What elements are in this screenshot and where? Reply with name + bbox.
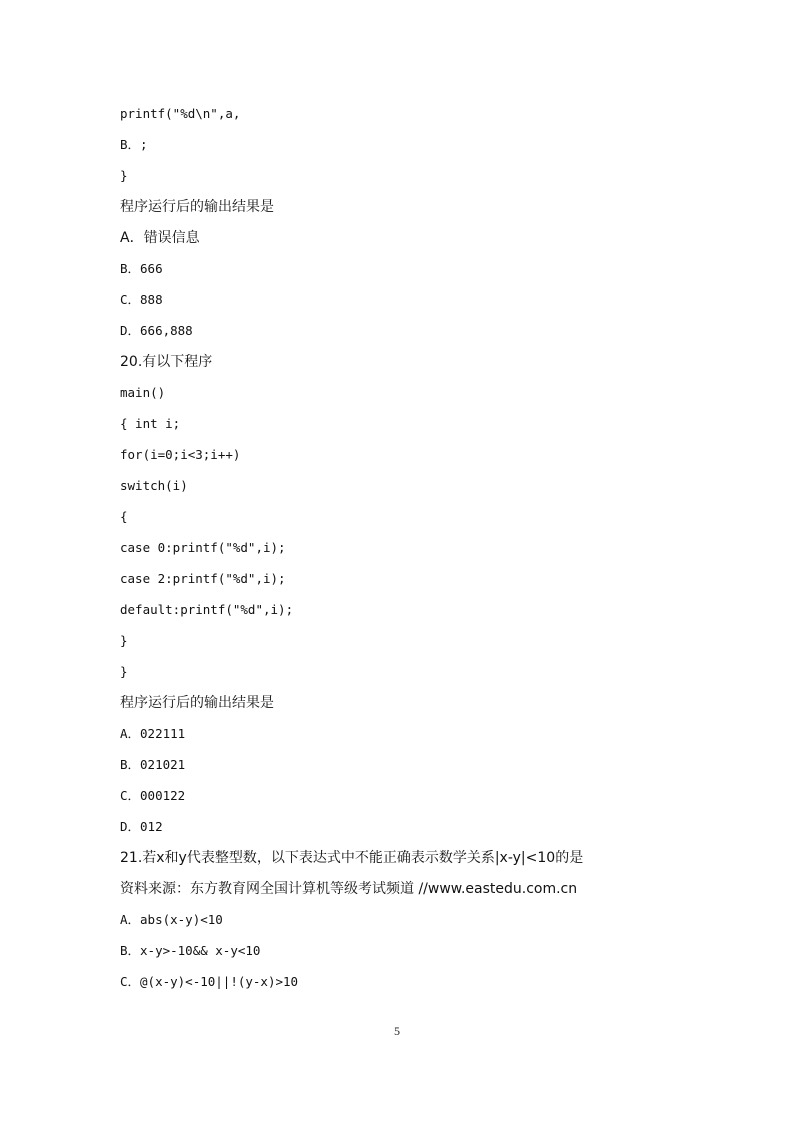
text-line: default:printf("%d",i);	[120, 602, 294, 617]
text-line: }	[120, 168, 128, 183]
text-line: A．022111	[120, 726, 186, 741]
text-line: }	[120, 664, 128, 679]
document-body	[120, 104, 760, 1003]
text-line: A．错误信息	[120, 230, 200, 246]
text-line: for(i=0;i<3;i++)	[120, 447, 241, 462]
text-line: { int i;	[120, 416, 181, 431]
text-line: B．021021	[120, 757, 186, 772]
text-line: printf("%d\n",a,	[120, 106, 241, 121]
text-line: switch(i)	[120, 478, 188, 493]
text-line: main()	[120, 385, 166, 400]
text-line: case 0:printf("%d",i);	[120, 540, 286, 555]
text-line: D．012	[120, 819, 163, 834]
text-line: {	[120, 509, 128, 524]
text-line: B．x-y>-10&& x-y<10	[120, 943, 261, 958]
text-line: 资料来源：东方教育网全国计算机等级考试频道 //www.eastedu.com.cn	[120, 881, 578, 897]
text-line: 程序运行后的输出结果是	[120, 199, 274, 215]
text-line: C．000122	[120, 788, 186, 803]
text-line: B．666	[120, 261, 163, 276]
text-line: 21.若x和y代表整型数，以下表达式中不能正确表示数学关系|x-y|<10的是	[120, 850, 584, 866]
text-line: case 2:printf("%d",i);	[120, 571, 286, 586]
text-line: 程序运行后的输出结果是	[120, 695, 274, 711]
page-number: 5	[394, 1024, 400, 1038]
text-line: }	[120, 633, 128, 648]
text-line: C．@(x-y)<-10||!(y-x)>10	[120, 974, 299, 989]
text-line: A．abs(x-y)<10	[120, 912, 223, 927]
text-line: 20.有以下程序	[120, 354, 213, 370]
text-line: B．;	[120, 137, 148, 152]
text-line: C．888	[120, 292, 163, 307]
text-line: D．666,888	[120, 323, 193, 338]
